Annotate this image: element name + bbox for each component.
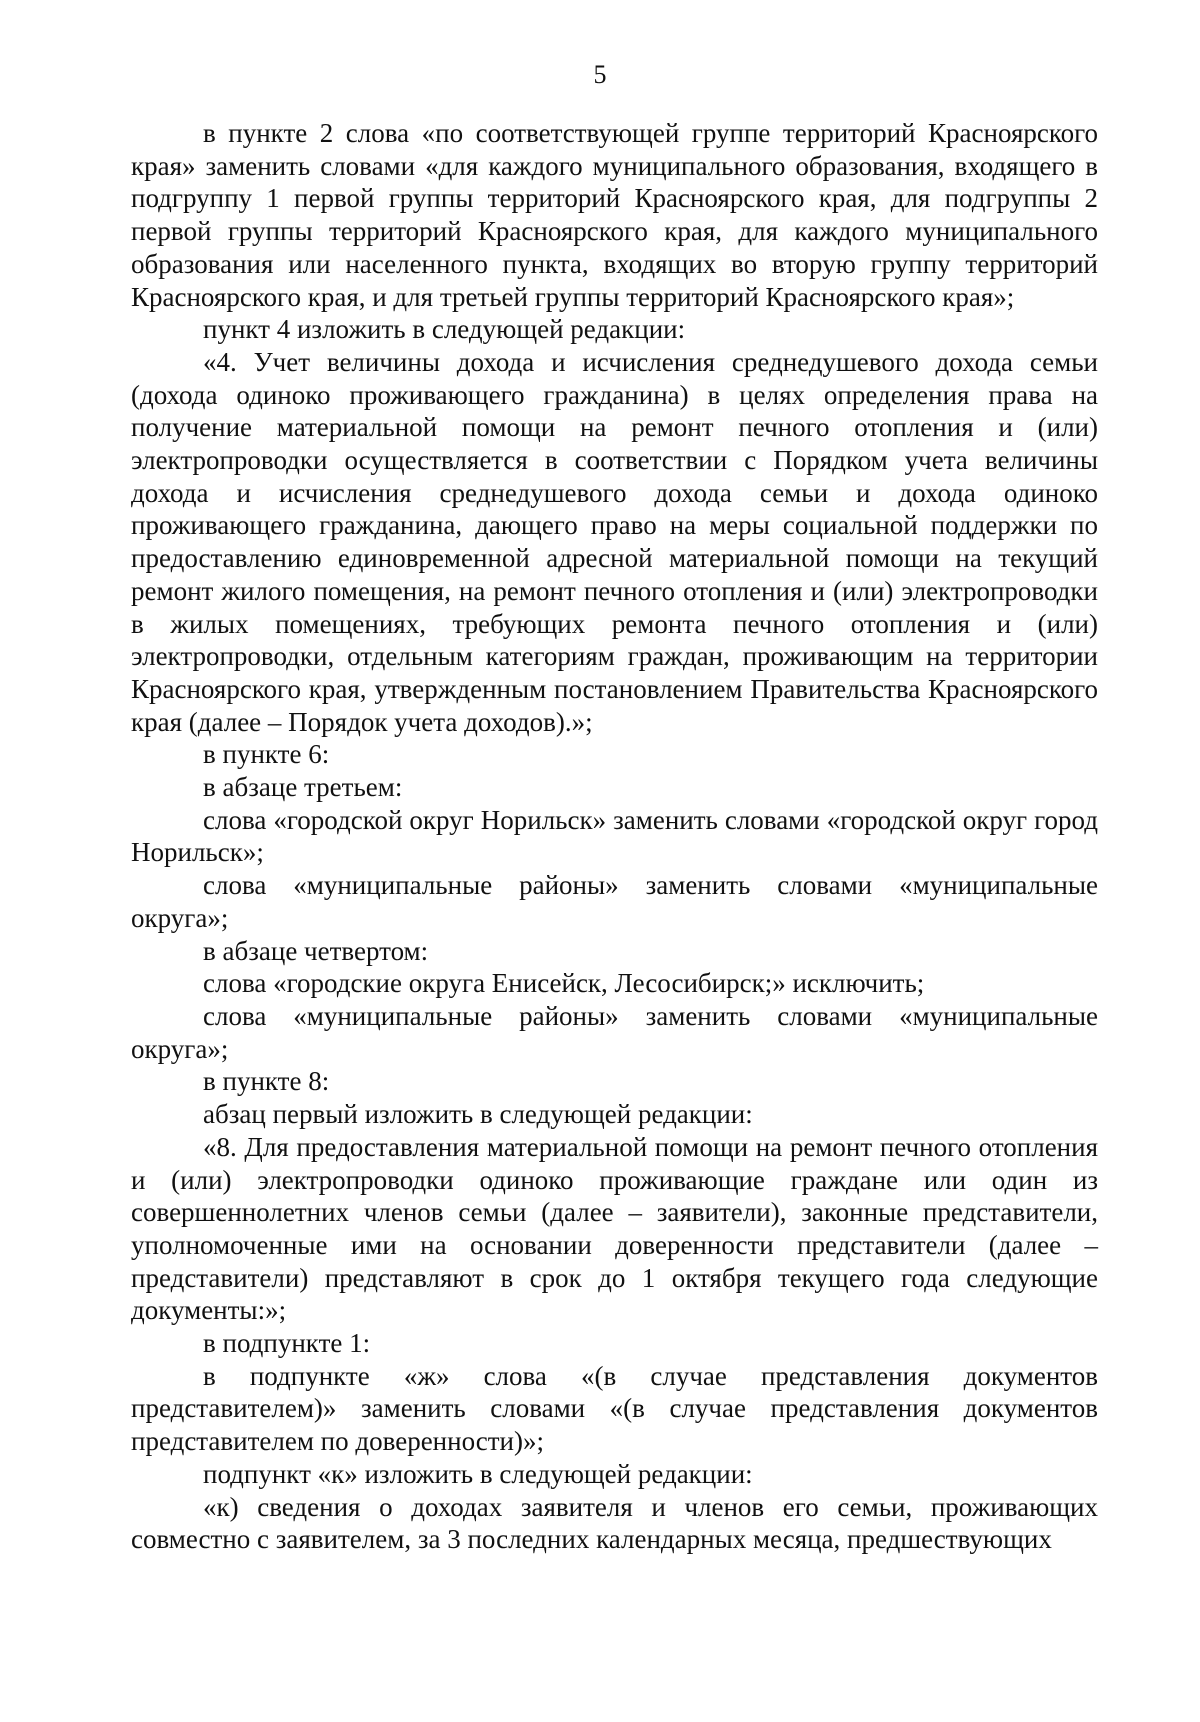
paragraph-subpoint-zh: в подпункте «ж» слова «(в случае представления документов представителем)» заменить словами «(в случае представления документов представителем по доверенности)»; xyxy=(131,1360,1098,1457)
document-body xyxy=(131,117,1098,1556)
paragraph-norilsk: слова «городской округ Норильск» заменить словами «городской округ город Норильск»; xyxy=(131,804,1098,868)
paragraph-yeniseysk-exclude: слова «городские округа Енисейск, Лесосибирск;» исключить; xyxy=(203,968,925,999)
paragraph-point-4-intro: пункт 4 изложить в следующей редакции: xyxy=(203,314,686,345)
paragraph-point-2-amendment: в пункте 2 слова «по соответствующей группе территорий Красноярского края» заменить словами «для каждого муниципального образования, входящего в подгруппу 1 первой группы территорий Красноярского края, для подгруппы 2 первой группы территорий Красноярского края, для каждого муниципального образования или населенного пункта, входящих во вторую группу территорий Красноярского края, и для третьей группы территорий Красноярского края»; xyxy=(131,118,1098,312)
paragraph-point-8-text: «8. Для предоставления материальной помощи на ремонт печного отопления и (или) электропроводки одиноко проживающие граждане или один из совершеннолетних членов семьи (далее – заявители), законные представители, уполномоченные ими на основании доверенности представители (далее – представители) представляют в срок до 1 октября текущего года следующие документы:»; xyxy=(131,1131,1098,1326)
paragraph-abzac-4: в абзаце четвертом: xyxy=(203,935,429,966)
paragraph-subpoint-k-text: «к) сведения о доходах заявителя и членов его семьи, проживающих совместно с заявителем, за 3 последних календарных месяца, предшествующих xyxy=(131,1491,1098,1555)
paragraph-point-8: в пункте 8: xyxy=(203,1066,330,1097)
paragraph-point-6: в пункте 6: xyxy=(203,739,330,770)
paragraph-municipal-districts-1: слова «муниципальные районы» заменить словами «муниципальные округа»; xyxy=(131,870,1098,933)
paragraph-subpoint-k-intro: подпункт «к» изложить в следующей редакции: xyxy=(203,1458,753,1489)
paragraph-municipal-districts-2: слова «муниципальные районы» заменить словами «муниципальные округа»; xyxy=(131,1000,1098,1064)
paragraph-abzac-1-intro: абзац первый изложить в следующей редакции: xyxy=(203,1099,753,1130)
paragraph-point-4-text: «4. Учет величины дохода и исчисления среднедушевого дохода семьи (дохода одиноко проживающего гражданина) в целях определения права на получение материальной помощи на ремонт печного отопления и (или) электропроводки осуществляется в соответствии с Порядком учета величины дохода и исчисления среднедушевого дохода семьи и дохода одиноко проживающего гражданина, дающего право на меры социальной поддержки по предоставлению единовременной адресной материальной помощи на текущий ремонт жилого помещения, на ремонт печного отопления и (или) электропроводки в жилых помещениях, требующих ремонта печного отопления и (или) электропроводки, отдельным категориям граждан, проживающим на территории Красноярского края, утвержденным постановлением Правительства Красноярского края (далее – Порядок учета доходов).»; xyxy=(131,346,1098,737)
paragraph-abzac-3: в абзаце третьем: xyxy=(203,772,403,803)
page-number: 5 xyxy=(593,60,607,89)
paragraph-subpoint-1: в подпункте 1: xyxy=(203,1328,371,1359)
